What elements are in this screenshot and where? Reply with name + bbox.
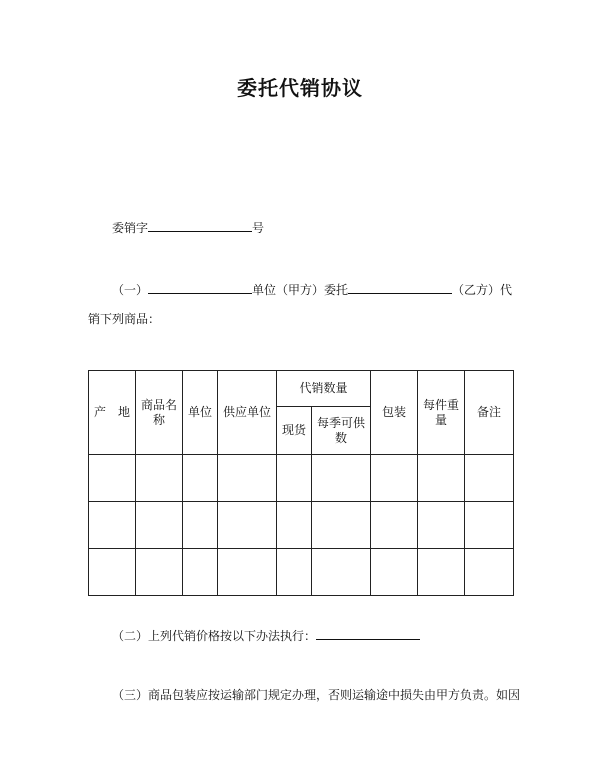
- clause-1-party-b-text: （乙方）代: [452, 283, 513, 297]
- table-cell[interactable]: [183, 502, 218, 549]
- table-cell[interactable]: [418, 502, 465, 549]
- header-packaging: 包装: [371, 371, 418, 455]
- table-cell[interactable]: [418, 549, 465, 596]
- table-cell[interactable]: [277, 502, 312, 549]
- reference-number-field[interactable]: [148, 219, 252, 232]
- table-cell[interactable]: [277, 549, 312, 596]
- table-cell[interactable]: [89, 502, 136, 549]
- party-a-field[interactable]: [148, 281, 252, 294]
- pricing-method-field[interactable]: [316, 627, 420, 640]
- reference-suffix: 号: [252, 221, 265, 235]
- header-consign-quantity: 代销数量: [277, 371, 371, 407]
- reference-prefix: 委销字: [112, 221, 149, 235]
- header-supplier: 供应单位: [218, 371, 277, 455]
- table-cell[interactable]: [277, 455, 312, 502]
- table-row: [89, 502, 514, 549]
- table-row: [89, 549, 514, 596]
- reference-number-line: [112, 219, 264, 236]
- clause-1-line: [112, 281, 512, 298]
- table-cell[interactable]: [371, 455, 418, 502]
- table-cell[interactable]: [89, 549, 136, 596]
- table-cell[interactable]: [218, 549, 277, 596]
- clause-1-continued: 销下列商品：: [88, 312, 161, 326]
- table-cell[interactable]: [183, 455, 218, 502]
- table-cell[interactable]: [465, 502, 514, 549]
- table-cell[interactable]: [465, 549, 514, 596]
- table-cell[interactable]: [136, 549, 183, 596]
- table-cell[interactable]: [371, 502, 418, 549]
- table-cell[interactable]: [312, 455, 371, 502]
- clause-2-text: （二）上列代销价格按以下办法执行：: [112, 629, 317, 643]
- table-cell[interactable]: [312, 502, 371, 549]
- party-b-field[interactable]: [348, 281, 452, 294]
- header-unit: 单位: [183, 371, 218, 455]
- header-unit-weight: 每件重量: [418, 371, 465, 455]
- document-title: 委托代销协议: [237, 76, 363, 100]
- table-cell[interactable]: [465, 455, 514, 502]
- header-quarterly-supply: 每季可供 数: [312, 407, 371, 455]
- goods-table: [88, 370, 514, 596]
- clause-1-party-a-text: 单位（甲方）委托: [252, 283, 349, 297]
- clause-3-text: （三）商品包装应按运输部门规定办理，否则运输途中损失由甲方负责。如因: [112, 688, 521, 702]
- header-origin: 产 地: [89, 371, 136, 455]
- table-row: [89, 455, 514, 502]
- table-cell[interactable]: [418, 455, 465, 502]
- header-in-stock: 现货: [277, 407, 312, 455]
- table-cell[interactable]: [218, 455, 277, 502]
- clause-2-line: [112, 627, 420, 644]
- table-cell[interactable]: [136, 502, 183, 549]
- table-cell[interactable]: [371, 549, 418, 596]
- table-cell[interactable]: [218, 502, 277, 549]
- clause-1-number: （一）: [112, 283, 149, 297]
- header-remarks: 备注: [465, 371, 514, 455]
- table-cell[interactable]: [312, 549, 371, 596]
- table-cell[interactable]: [136, 455, 183, 502]
- table-cell[interactable]: [89, 455, 136, 502]
- table-cell[interactable]: [183, 549, 218, 596]
- header-product-name: 商品名称: [136, 371, 183, 455]
